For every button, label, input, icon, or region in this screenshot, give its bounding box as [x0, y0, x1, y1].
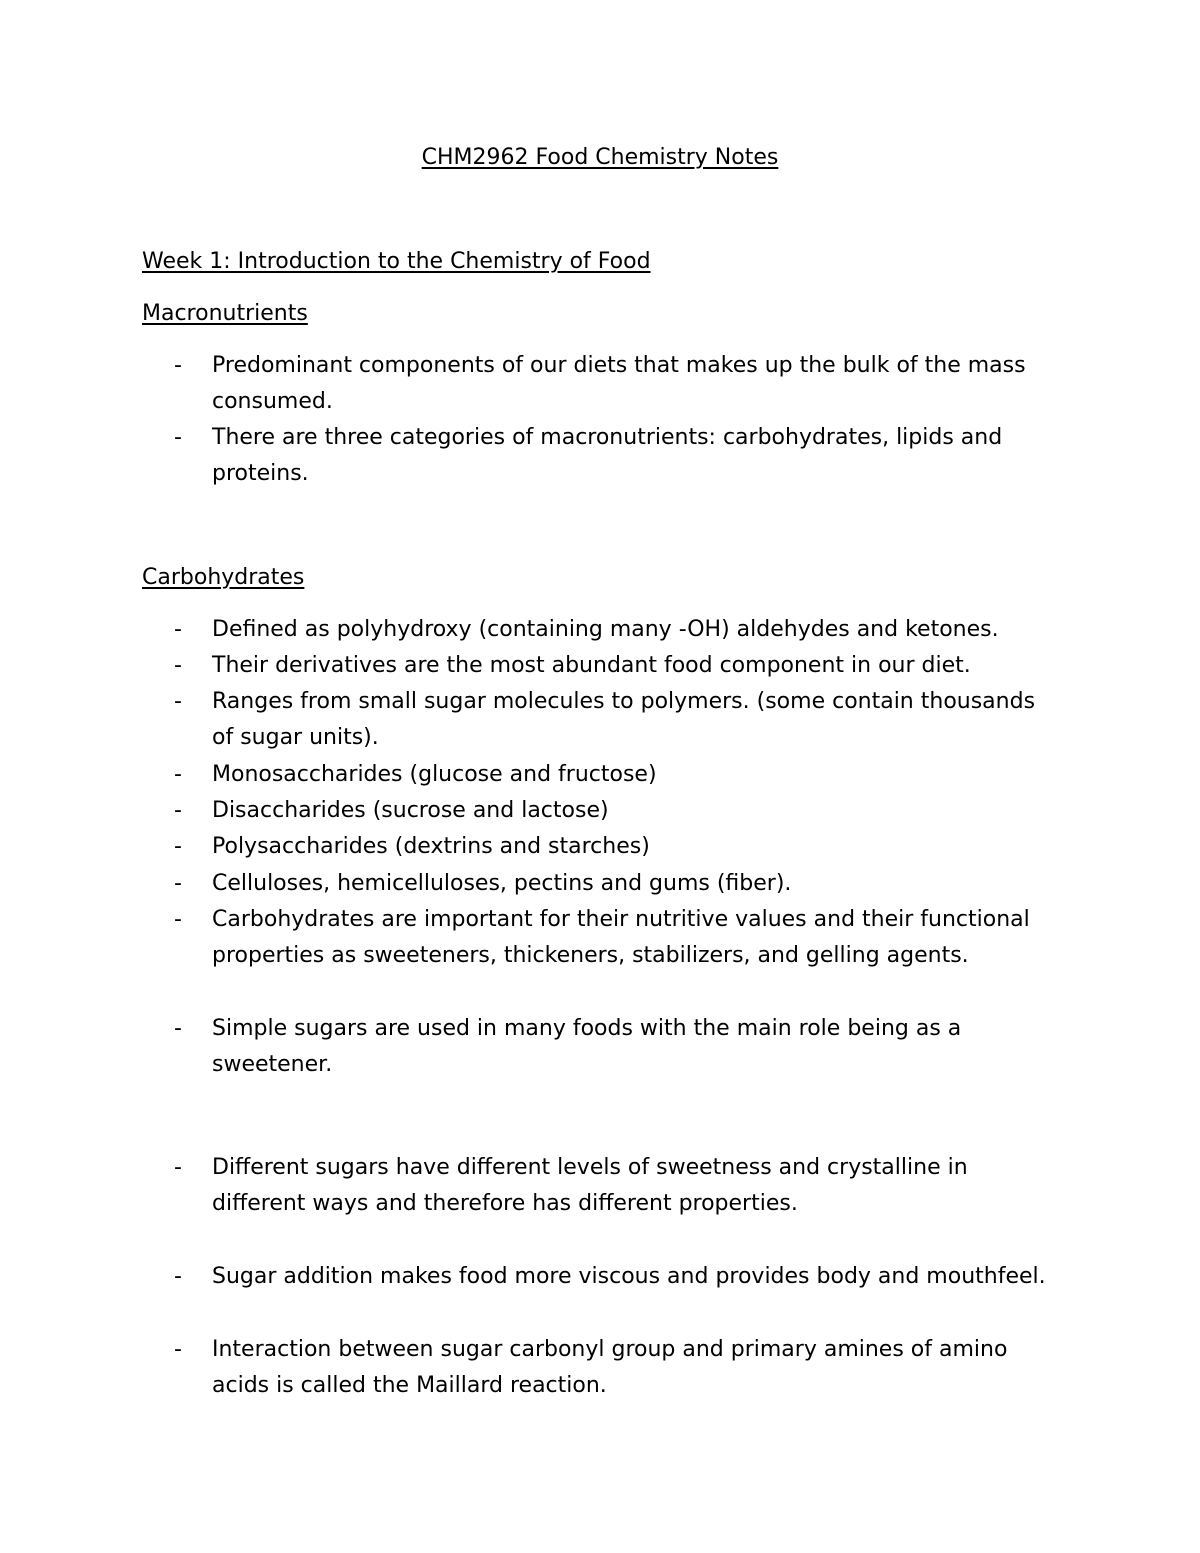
list-item-line: Polysaccharides (dextrins and starches) — [212, 834, 650, 859]
list-item-line: of sugar units). — [212, 725, 379, 750]
list-item-line: Sugar addition makes food more viscous and provides body and mouthfeel. — [212, 1264, 1046, 1289]
list-item — [142, 1259, 1062, 1295]
list-item-line: Carbohydrates are important for their nutritive values and their functional — [212, 907, 1030, 932]
list-item — [142, 612, 1062, 648]
list-item-line: proteins. — [212, 461, 309, 486]
list-item — [142, 420, 1062, 492]
list-item — [142, 793, 1062, 829]
list-item-line: acids is called the Maillard reaction. — [212, 1373, 607, 1398]
bullet-dash: - — [174, 834, 182, 859]
list-item-line: Interaction between sugar carbonyl group and primary amines of amino — [212, 1337, 1008, 1362]
list-item — [142, 1011, 1062, 1083]
bullet-dash: - — [174, 653, 182, 678]
list-item — [142, 866, 1062, 902]
bullet-dash: - — [174, 689, 182, 714]
bullet-dash: - — [174, 871, 182, 896]
list-item-line: Celluloses, hemicelluloses, pectins and gums (fiber). — [212, 871, 792, 896]
bullet-dash: - — [174, 798, 182, 823]
list-item-line: Different sugars have different levels of sweetness and crystalline in — [212, 1155, 968, 1180]
bullet-dash: - — [174, 1016, 182, 1041]
list-item-line: There are three categories of macronutrients: carbohydrates, lipids and — [212, 425, 1003, 450]
list-item — [142, 757, 1062, 793]
list-item-line: Disaccharides (sucrose and lactose) — [212, 798, 609, 823]
week-heading: Week 1: Introduction to the Chemistry of Food — [142, 249, 651, 274]
bullet-dash: - — [174, 425, 182, 450]
document-title: CHM2962 Food Chemistry Notes — [421, 145, 779, 170]
bullet-dash: - — [174, 353, 182, 378]
list-item-line: Defined as polyhydroxy (containing many -OH) aldehydes and ketones. — [212, 617, 999, 642]
list-item — [142, 902, 1062, 974]
list-item — [142, 648, 1062, 684]
list-item-line: Ranges from small sugar molecules to polymers. (some contain thousands — [212, 689, 1036, 714]
list-item-line: properties as sweeteners, thickeners, stabilizers, and gelling agents. — [212, 943, 969, 968]
bullet-dash: - — [174, 1264, 182, 1289]
macronutrients-heading: Macronutrients — [142, 301, 308, 326]
list-item-line: Their derivatives are the most abundant food component in our diet. — [212, 653, 971, 678]
list-item-line: Predominant components of our diets that makes up the bulk of the mass — [212, 353, 1026, 378]
bullet-dash: - — [174, 762, 182, 787]
list-item-line: Simple sugars are used in many foods with the main role being as a — [212, 1016, 962, 1041]
list-item-line: Monosaccharides (glucose and fructose) — [212, 762, 657, 787]
list-item — [142, 829, 1062, 865]
list-item — [142, 348, 1062, 420]
list-item — [142, 1332, 1062, 1404]
list-item-line: consumed. — [212, 389, 333, 414]
carbohydrates-heading: Carbohydrates — [142, 565, 305, 590]
list-item — [142, 1150, 1062, 1222]
list-item-line: different ways and therefore has different properties. — [212, 1191, 798, 1216]
bullet-dash: - — [174, 907, 182, 932]
bullet-dash: - — [174, 617, 182, 642]
bullet-dash: - — [174, 1155, 182, 1180]
bullet-dash: - — [174, 1337, 182, 1362]
list-item-line: sweetener. — [212, 1052, 333, 1077]
list-item — [142, 684, 1062, 756]
